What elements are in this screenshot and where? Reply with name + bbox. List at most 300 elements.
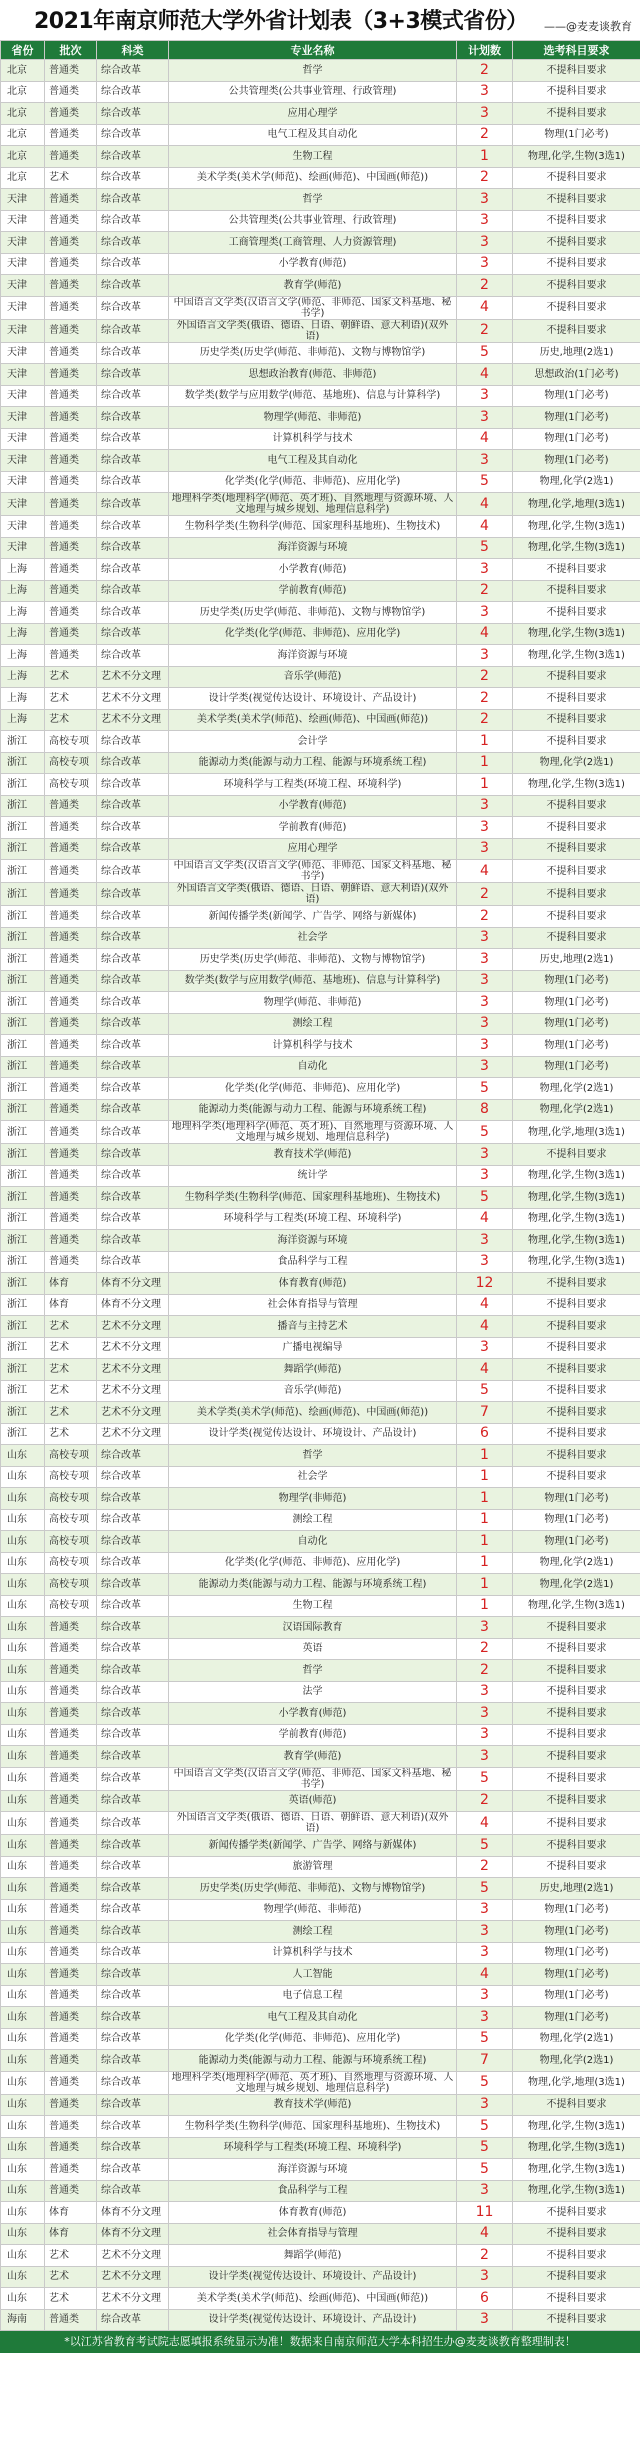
table-row xyxy=(1,1921,640,1943)
cell-province: 上海 xyxy=(1,666,45,688)
cell-batch: 普通类 xyxy=(45,253,97,275)
brand-credit: ——@麦麦谈教育 xyxy=(544,20,632,33)
cell-requirement: 物理,化学,生物(3选1) xyxy=(513,1208,640,1230)
cell-subject: 综合改革 xyxy=(97,1746,169,1768)
cell-subject: 综合改革 xyxy=(97,2309,169,2331)
cell-subject: 艺术不分文理 xyxy=(97,688,169,710)
cell-major: 体育教育(师范) xyxy=(169,2202,457,2224)
cell-requirement: 物理(1门必考) xyxy=(513,992,640,1014)
cell-plan: 3 xyxy=(457,1724,513,1746)
table-row xyxy=(1,860,640,883)
cell-batch: 普通类 xyxy=(45,1035,97,1057)
cell-requirement: 不提科目要求 xyxy=(513,1660,640,1682)
cell-requirement: 物理(1门必考) xyxy=(513,1964,640,1986)
cell-major: 美术学类(美术学(师范)、绘画(师范)、中国画(师范)) xyxy=(169,167,457,189)
cell-subject: 综合改革 xyxy=(97,60,169,82)
table-row xyxy=(1,167,640,189)
table-row xyxy=(1,1552,640,1574)
cell-province: 山东 xyxy=(1,2071,45,2094)
cell-requirement: 物理(1门必考) xyxy=(513,1921,640,1943)
cell-requirement: 物理,化学,生物(3选1) xyxy=(513,146,640,168)
cell-plan: 3 xyxy=(457,992,513,1014)
table-row xyxy=(1,146,640,168)
cell-major: 海洋资源与环境 xyxy=(169,537,457,559)
cell-major: 小学教育(师范) xyxy=(169,559,457,581)
cell-subject: 综合改革 xyxy=(97,602,169,624)
cell-plan: 2 xyxy=(457,709,513,731)
cell-major: 音乐学(师范) xyxy=(169,666,457,688)
cell-plan: 5 xyxy=(457,471,513,493)
table-row xyxy=(1,817,640,839)
cell-subject: 综合改革 xyxy=(97,1165,169,1187)
cell-plan: 3 xyxy=(457,103,513,125)
cell-province: 天津 xyxy=(1,189,45,211)
cell-subject: 综合改革 xyxy=(97,1574,169,1596)
cell-requirement: 物理(1门必考) xyxy=(513,407,640,429)
cell-batch: 普通类 xyxy=(45,559,97,581)
cell-requirement: 不提科目要求 xyxy=(513,602,640,624)
cell-plan: 1 xyxy=(457,1488,513,1510)
cell-plan: 2 xyxy=(457,688,513,710)
cell-batch: 普通类 xyxy=(45,1617,97,1639)
cell-major: 外国语言文学类(俄语、德语、日语、朝鲜语、意大利语)(双外语) xyxy=(169,883,457,906)
cell-province: 山东 xyxy=(1,1921,45,1943)
cell-plan: 1 xyxy=(457,1445,513,1467)
table-row xyxy=(1,1660,640,1682)
cell-province: 浙江 xyxy=(1,1035,45,1057)
cell-plan: 2 xyxy=(457,1790,513,1812)
cell-batch: 普通类 xyxy=(45,385,97,407)
cell-requirement: 不提科目要求 xyxy=(513,1746,640,1768)
cell-batch: 普通类 xyxy=(45,1144,97,1166)
cell-batch: 普通类 xyxy=(45,1703,97,1725)
cell-requirement: 不提科目要求 xyxy=(513,103,640,125)
table-row xyxy=(1,2137,640,2159)
cell-plan: 11 xyxy=(457,2202,513,2224)
cell-batch: 高校专项 xyxy=(45,1531,97,1553)
cell-requirement: 物理,化学,生物(3选1) xyxy=(513,1165,640,1187)
cell-plan: 1 xyxy=(457,1466,513,1488)
cell-requirement: 不提科目要求 xyxy=(513,559,640,581)
cell-requirement: 物理(1门必考) xyxy=(513,2007,640,2029)
cell-requirement: 不提科目要求 xyxy=(513,2288,640,2310)
cell-requirement: 不提科目要求 xyxy=(513,838,640,860)
cell-major: 测绘工程 xyxy=(169,1921,457,1943)
cell-requirement: 不提科目要求 xyxy=(513,275,640,297)
cell-major: 社会体育指导与管理 xyxy=(169,1294,457,1316)
cell-major: 应用心理学 xyxy=(169,103,457,125)
cell-requirement: 不提科目要求 xyxy=(513,1316,640,1338)
table-row xyxy=(1,189,640,211)
cell-subject: 综合改革 xyxy=(97,2071,169,2094)
table-row xyxy=(1,1878,640,1900)
table-row xyxy=(1,1531,640,1553)
cell-batch: 普通类 xyxy=(45,1638,97,1660)
cell-plan: 4 xyxy=(457,623,513,645)
cell-requirement: 不提科目要求 xyxy=(513,709,640,731)
table-row xyxy=(1,253,640,275)
cell-subject: 综合改革 xyxy=(97,1964,169,1986)
table-row xyxy=(1,1121,640,1144)
table-row xyxy=(1,1595,640,1617)
cell-requirement: 物理,化学(2选1) xyxy=(513,2050,640,2072)
table-row xyxy=(1,407,640,429)
table-row xyxy=(1,1964,640,1986)
table-row xyxy=(1,883,640,906)
cell-batch: 普通类 xyxy=(45,623,97,645)
cell-requirement: 物理,化学,生物(3选1) xyxy=(513,537,640,559)
cell-requirement: 物理,化学,生物(3选1) xyxy=(513,516,640,538)
cell-subject: 综合改革 xyxy=(97,1251,169,1273)
cell-province: 山东 xyxy=(1,1790,45,1812)
page-footer: *以江苏省教育考试院志愿填报系统显示为准！数据来自南京师范大学本科招生办@麦麦谈教育整理制表！ xyxy=(0,2331,640,2353)
cell-major: 教育技术学(师范) xyxy=(169,1144,457,1166)
cell-requirement: 不提科目要求 xyxy=(513,883,640,906)
cell-batch: 普通类 xyxy=(45,838,97,860)
cell-requirement: 不提科目要求 xyxy=(513,2266,640,2288)
cell-batch: 普通类 xyxy=(45,817,97,839)
cell-province: 浙江 xyxy=(1,1380,45,1402)
cell-requirement: 物理,化学,生物(3选1) xyxy=(513,623,640,645)
cell-subject: 综合改革 xyxy=(97,927,169,949)
cell-batch: 艺术 xyxy=(45,709,97,731)
cell-batch: 普通类 xyxy=(45,81,97,103)
cell-requirement: 不提科目要求 xyxy=(513,232,640,254)
cell-major: 历史学类(历史学(师范、非师范)、文物与博物馆学) xyxy=(169,602,457,624)
cell-requirement: 物理,化学,生物(3选1) xyxy=(513,774,640,796)
cell-plan: 4 xyxy=(457,1316,513,1338)
cell-subject: 艺术不分文理 xyxy=(97,1380,169,1402)
cell-subject: 综合改革 xyxy=(97,795,169,817)
cell-province: 山东 xyxy=(1,1488,45,1510)
cell-requirement: 物理,化学,生物(3选1) xyxy=(513,1251,640,1273)
table-row xyxy=(1,2159,640,2181)
cell-province: 浙江 xyxy=(1,883,45,906)
cell-major: 社会体育指导与管理 xyxy=(169,2223,457,2245)
cell-batch: 普通类 xyxy=(45,124,97,146)
cell-major: 设计学类(视觉传达设计、环境设计、产品设计) xyxy=(169,2309,457,2331)
cell-major: 教育学(师范) xyxy=(169,275,457,297)
cell-batch: 普通类 xyxy=(45,1724,97,1746)
table-row xyxy=(1,1617,640,1639)
table-row xyxy=(1,1078,640,1100)
cell-batch: 普通类 xyxy=(45,860,97,883)
cell-subject: 综合改革 xyxy=(97,1121,169,1144)
cell-plan: 4 xyxy=(457,364,513,386)
cell-requirement: 物理(1门必考) xyxy=(513,1056,640,1078)
cell-requirement: 不提科目要求 xyxy=(513,580,640,602)
table-row xyxy=(1,2094,640,2116)
cell-major: 学前教育(师范) xyxy=(169,817,457,839)
cell-subject: 综合改革 xyxy=(97,906,169,928)
cell-subject: 综合改革 xyxy=(97,1509,169,1531)
cell-requirement: 不提科目要求 xyxy=(513,1445,640,1467)
cell-major: 美术学类(美术学(师范)、绘画(师范)、中国画(师范)) xyxy=(169,709,457,731)
cell-subject: 综合改革 xyxy=(97,1488,169,1510)
table-body xyxy=(1,60,640,2331)
cell-major: 计算机科学与技术 xyxy=(169,1035,457,1057)
table-row xyxy=(1,450,640,472)
cell-requirement: 不提科目要求 xyxy=(513,1856,640,1878)
table-row xyxy=(1,1899,640,1921)
cell-plan: 3 xyxy=(457,970,513,992)
cell-requirement: 物理,化学(2选1) xyxy=(513,1574,640,1596)
cell-requirement: 物理(1门必考) xyxy=(513,1509,640,1531)
cell-requirement: 物理,化学,生物(3选1) xyxy=(513,1187,640,1209)
cell-plan: 2 xyxy=(457,1856,513,1878)
cell-requirement: 不提科目要求 xyxy=(513,731,640,753)
cell-plan: 1 xyxy=(457,1509,513,1531)
cell-subject: 综合改革 xyxy=(97,860,169,883)
cell-province: 浙江 xyxy=(1,1251,45,1273)
cell-batch: 普通类 xyxy=(45,2050,97,2072)
table-row xyxy=(1,1703,640,1725)
cell-subject: 综合改革 xyxy=(97,428,169,450)
cell-province: 浙江 xyxy=(1,927,45,949)
cell-subject: 体育不分文理 xyxy=(97,1273,169,1295)
table-row xyxy=(1,1294,640,1316)
cell-batch: 普通类 xyxy=(45,319,97,342)
cell-province: 天津 xyxy=(1,296,45,319)
cell-province: 山东 xyxy=(1,2202,45,2224)
cell-plan: 2 xyxy=(457,1638,513,1660)
cell-province: 天津 xyxy=(1,232,45,254)
cell-plan: 2 xyxy=(457,275,513,297)
cell-province: 浙江 xyxy=(1,1013,45,1035)
cell-major: 海洋资源与环境 xyxy=(169,2159,457,2181)
cell-major: 生物科学类(生物科学(师范、国家理科基地班)、生物技术) xyxy=(169,1187,457,1209)
cell-requirement: 物理,化学,生物(3选1) xyxy=(513,1230,640,1252)
cell-batch: 普通类 xyxy=(45,2094,97,2116)
cell-requirement: 物理(1门必考) xyxy=(513,1942,640,1964)
cell-plan: 5 xyxy=(457,2116,513,2138)
cell-major: 小学教育(师范) xyxy=(169,1703,457,1725)
cell-plan: 3 xyxy=(457,232,513,254)
cell-plan: 7 xyxy=(457,2050,513,2072)
cell-requirement: 不提科目要求 xyxy=(513,319,640,342)
cell-plan: 3 xyxy=(457,2180,513,2202)
cell-subject: 综合改革 xyxy=(97,1230,169,1252)
cell-province: 山东 xyxy=(1,1703,45,1725)
table-row xyxy=(1,2266,640,2288)
cell-requirement: 不提科目要求 xyxy=(513,1402,640,1424)
cell-subject: 综合改革 xyxy=(97,1681,169,1703)
cell-requirement: 不提科目要求 xyxy=(513,1617,640,1639)
cell-batch: 普通类 xyxy=(45,1681,97,1703)
cell-subject: 综合改革 xyxy=(97,623,169,645)
cell-plan: 4 xyxy=(457,296,513,319)
cell-province: 天津 xyxy=(1,407,45,429)
cell-plan: 3 xyxy=(457,2266,513,2288)
cell-major: 中国语言文学类(汉语言文学(师范、非师范、国家文科基地、秘书学) xyxy=(169,860,457,883)
cell-plan: 5 xyxy=(457,342,513,364)
cell-subject: 综合改革 xyxy=(97,537,169,559)
cell-batch: 高校专项 xyxy=(45,774,97,796)
cell-subject: 综合改革 xyxy=(97,883,169,906)
cell-province: 天津 xyxy=(1,385,45,407)
cell-subject: 综合改革 xyxy=(97,275,169,297)
cell-major: 会计学 xyxy=(169,731,457,753)
cell-province: 山东 xyxy=(1,1942,45,1964)
cell-subject: 综合改革 xyxy=(97,1767,169,1790)
cell-requirement: 不提科目要求 xyxy=(513,906,640,928)
cell-province: 浙江 xyxy=(1,860,45,883)
cell-plan: 3 xyxy=(457,1899,513,1921)
cell-major: 能源动力类(能源与动力工程、能源与环境系统工程) xyxy=(169,1099,457,1121)
cell-subject: 综合改革 xyxy=(97,1942,169,1964)
cell-subject: 体育不分文理 xyxy=(97,2202,169,2224)
cell-requirement: 历史,地理(2选1) xyxy=(513,1878,640,1900)
cell-requirement: 不提科目要求 xyxy=(513,296,640,319)
cell-requirement: 物理(1门必考) xyxy=(513,970,640,992)
cell-requirement: 不提科目要求 xyxy=(513,2309,640,2331)
table-row xyxy=(1,1942,640,1964)
cell-subject: 综合改革 xyxy=(97,1660,169,1682)
table-row xyxy=(1,2007,640,2029)
cell-province: 浙江 xyxy=(1,1359,45,1381)
cell-batch: 艺术 xyxy=(45,1337,97,1359)
header-major: 专业名称 xyxy=(169,41,457,60)
cell-requirement: 历史,地理(2选1) xyxy=(513,342,640,364)
cell-subject: 综合改革 xyxy=(97,645,169,667)
cell-province: 浙江 xyxy=(1,1316,45,1338)
cell-batch: 艺术 xyxy=(45,666,97,688)
cell-subject: 综合改革 xyxy=(97,1899,169,1921)
plan-table xyxy=(0,40,640,2331)
cell-requirement: 不提科目要求 xyxy=(513,1337,640,1359)
cell-province: 浙江 xyxy=(1,774,45,796)
cell-subject: 综合改革 xyxy=(97,81,169,103)
cell-major: 自动化 xyxy=(169,1056,457,1078)
cell-requirement: 不提科目要求 xyxy=(513,1294,640,1316)
cell-batch: 普通类 xyxy=(45,1942,97,1964)
cell-batch: 艺术 xyxy=(45,2245,97,2267)
cell-batch: 普通类 xyxy=(45,364,97,386)
cell-province: 天津 xyxy=(1,428,45,450)
table-row xyxy=(1,1099,640,1121)
cell-subject: 综合改革 xyxy=(97,949,169,971)
cell-province: 山东 xyxy=(1,1767,45,1790)
table-row xyxy=(1,1230,640,1252)
header-subject: 科类 xyxy=(97,41,169,60)
cell-plan: 2 xyxy=(457,167,513,189)
cell-requirement: 不提科目要求 xyxy=(513,2245,640,2267)
cell-requirement: 物理,化学(2选1) xyxy=(513,1552,640,1574)
cell-major: 数学类(数学与应用数学(师范、基地班)、信息与计算科学) xyxy=(169,385,457,407)
cell-major: 设计学类(视觉传达设计、环境设计、产品设计) xyxy=(169,688,457,710)
cell-province: 上海 xyxy=(1,688,45,710)
cell-major: 生物科学类(生物科学(师范、国家理科基地班)、生物技术) xyxy=(169,2116,457,2138)
cell-batch: 普通类 xyxy=(45,1251,97,1273)
cell-requirement: 不提科目要求 xyxy=(513,688,640,710)
cell-plan: 5 xyxy=(457,1187,513,1209)
cell-province: 山东 xyxy=(1,2223,45,2245)
cell-plan: 3 xyxy=(457,210,513,232)
cell-batch: 普通类 xyxy=(45,645,97,667)
cell-major: 地理科学类(地理科学(师范、英才班)、自然地理与资源环境、人文地理与城乡规划、地理信息科学) xyxy=(169,2071,457,2094)
table-row xyxy=(1,559,640,581)
cell-province: 山东 xyxy=(1,1660,45,1682)
cell-requirement: 历史,地理(2选1) xyxy=(513,949,640,971)
cell-plan: 5 xyxy=(457,2071,513,2094)
cell-subject: 综合改革 xyxy=(97,1790,169,1812)
table-row xyxy=(1,666,640,688)
cell-batch: 普通类 xyxy=(45,1835,97,1857)
cell-plan: 3 xyxy=(457,949,513,971)
cell-subject: 综合改革 xyxy=(97,2159,169,2181)
cell-requirement: 不提科目要求 xyxy=(513,1681,640,1703)
header-requirement: 选考科目要求 xyxy=(513,41,640,60)
table-row xyxy=(1,2116,640,2138)
cell-batch: 普通类 xyxy=(45,2159,97,2181)
cell-requirement: 物理,化学,地理(3选1) xyxy=(513,2071,640,2094)
cell-province: 浙江 xyxy=(1,970,45,992)
table-row xyxy=(1,1056,640,1078)
cell-major: 汉语国际教育 xyxy=(169,1617,457,1639)
cell-subject: 综合改革 xyxy=(97,1531,169,1553)
cell-province: 浙江 xyxy=(1,1144,45,1166)
cell-province: 浙江 xyxy=(1,1230,45,1252)
cell-province: 山东 xyxy=(1,1595,45,1617)
table-row xyxy=(1,1251,640,1273)
cell-subject: 体育不分文理 xyxy=(97,2223,169,2245)
cell-major: 公共管理类(公共事业管理、行政管理) xyxy=(169,81,457,103)
cell-requirement: 物理,化学(2选1) xyxy=(513,1099,640,1121)
cell-plan: 2 xyxy=(457,319,513,342)
cell-plan: 3 xyxy=(457,795,513,817)
cell-subject: 艺术不分文理 xyxy=(97,1316,169,1338)
table-row xyxy=(1,1856,640,1878)
cell-plan: 2 xyxy=(457,1660,513,1682)
cell-subject: 综合改革 xyxy=(97,1208,169,1230)
cell-batch: 普通类 xyxy=(45,1078,97,1100)
cell-requirement: 不提科目要求 xyxy=(513,1144,640,1166)
cell-plan: 3 xyxy=(457,385,513,407)
cell-province: 上海 xyxy=(1,559,45,581)
cell-subject: 艺术不分文理 xyxy=(97,1359,169,1381)
cell-batch: 普通类 xyxy=(45,516,97,538)
cell-subject: 综合改革 xyxy=(97,407,169,429)
cell-requirement: 不提科目要求 xyxy=(513,927,640,949)
table-row xyxy=(1,752,640,774)
cell-major: 外国语言文学类(俄语、德语、日语、朝鲜语、意大利语)(双外语) xyxy=(169,1812,457,1835)
cell-batch: 普通类 xyxy=(45,189,97,211)
cell-plan: 3 xyxy=(457,1056,513,1078)
table-row xyxy=(1,1359,640,1381)
cell-major: 地理科学类(地理科学(师范、英才班)、自然地理与资源环境、人文地理与城乡规划、地理信息科学) xyxy=(169,493,457,516)
cell-plan: 3 xyxy=(457,1921,513,1943)
cell-plan: 5 xyxy=(457,1878,513,1900)
cell-major: 化学类(化学(师范、非师范)、应用化学) xyxy=(169,1078,457,1100)
cell-major: 电气工程及其自动化 xyxy=(169,2007,457,2029)
cell-batch: 普通类 xyxy=(45,1878,97,1900)
cell-major: 历史学类(历史学(师范、非师范)、文物与博物馆学) xyxy=(169,1878,457,1900)
cell-batch: 高校专项 xyxy=(45,1574,97,1596)
cell-subject: 综合改革 xyxy=(97,817,169,839)
cell-plan: 12 xyxy=(457,1273,513,1295)
cell-subject: 综合改革 xyxy=(97,1445,169,1467)
cell-plan: 4 xyxy=(457,428,513,450)
table-row xyxy=(1,2245,640,2267)
cell-subject: 综合改革 xyxy=(97,1013,169,1035)
cell-province: 天津 xyxy=(1,275,45,297)
cell-subject: 综合改革 xyxy=(97,1552,169,1574)
cell-plan: 3 xyxy=(457,1942,513,1964)
cell-batch: 高校专项 xyxy=(45,1595,97,1617)
table-row xyxy=(1,970,640,992)
cell-plan: 1 xyxy=(457,1595,513,1617)
cell-plan: 4 xyxy=(457,1359,513,1381)
